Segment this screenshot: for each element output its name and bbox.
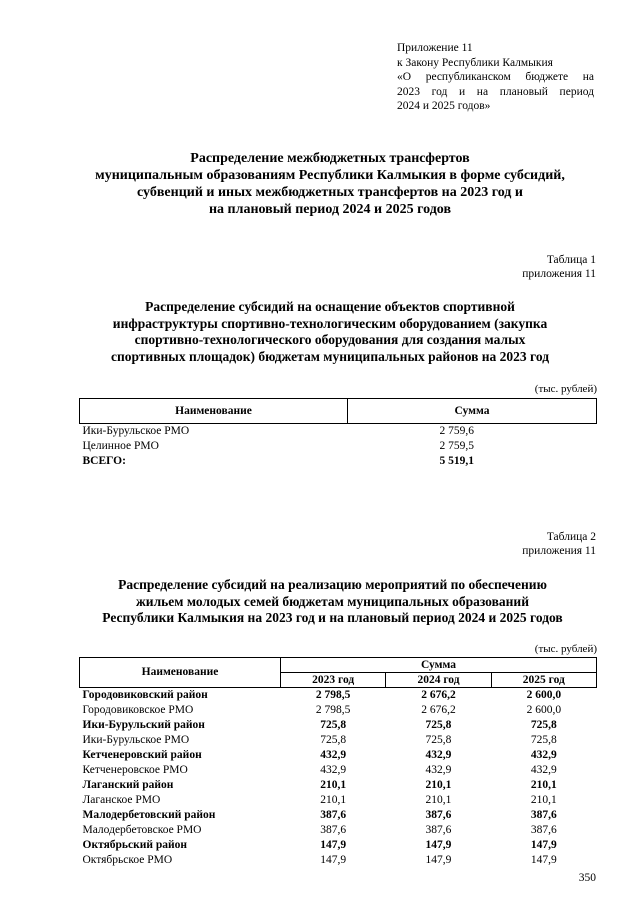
table-ref-line: Таблица 2 [546, 531, 596, 543]
value-2024: 147,9 [425, 854, 452, 866]
table-row-district [80, 688, 597, 704]
row-name: Лаганское РМО [82, 794, 161, 806]
row-name: Ики-Бурульское РМО [82, 425, 190, 437]
table-row-district [80, 838, 597, 853]
section-title-line: жильем молодых семей бюджетам муниципальных образований [136, 593, 529, 609]
table2-title [60, 577, 605, 627]
value-2023: 387,6 [320, 809, 347, 821]
row-name: Малодербетовское РМО [82, 824, 202, 836]
title-line: Распределение межбюджетных трансфертов [190, 151, 470, 166]
value-2025: 2 600,0 [526, 689, 562, 701]
table-row-district [80, 808, 597, 823]
column-header-2025: 2025 год [491, 673, 596, 688]
column-header-2024: 2024 год [386, 673, 491, 688]
section-title-line: спортивно-технологического оборудования для создания малых [134, 332, 526, 347]
row-name: Октябрьский район [82, 839, 188, 851]
document-title [60, 150, 600, 218]
value-2025: 210,1 [530, 794, 557, 806]
value-2024: 210,1 [425, 794, 452, 806]
row-value: 2 759,6 [439, 425, 474, 437]
column-header-2023: 2023 год [281, 673, 386, 688]
value-2023: 2 798,5 [315, 689, 351, 701]
column-header-name: Наименование [80, 658, 281, 688]
title-line: муниципальным образованиям Республики Калмыкия в форме субсидий, [95, 168, 565, 183]
section-title-line: спортивных площадок) бюджетам муниципальных районов на 2023 год [110, 348, 550, 364]
appendix-line: Приложение 11 [397, 42, 473, 54]
table-row [80, 424, 597, 440]
value-2024: 725,8 [425, 719, 452, 731]
value-2024: 387,6 [425, 824, 452, 836]
value-2023: 432,9 [320, 749, 347, 761]
column-header-sum: Сумма [348, 399, 597, 424]
value-2025: 725,8 [530, 734, 557, 746]
table-row-district [80, 748, 597, 763]
row-name: Октябрьское РМО [82, 854, 173, 866]
row-name: Кетченеровский район [82, 749, 202, 761]
table-row [80, 439, 597, 454]
appendix-line: 2024 и 2025 годов» [397, 100, 491, 112]
row-name: Целинное РМО [82, 440, 159, 452]
row-value: 2 759,5 [439, 440, 474, 452]
table-ref-line: приложения 11 [522, 268, 596, 280]
value-2023: 2 798,5 [315, 704, 351, 716]
row-name: Городовиковское РМО [82, 704, 194, 716]
value-2025: 147,9 [530, 854, 557, 866]
value-2025: 210,1 [530, 779, 557, 791]
page-number: 350 [578, 872, 596, 884]
section-title-line: Распределение субсидий на реализацию мероприятий по обеспечению [118, 577, 547, 592]
value-2023: 432,9 [320, 764, 347, 776]
row-name: ВСЕГО: [82, 455, 126, 467]
table-row [80, 703, 597, 718]
row-name: Ики-Бурульское РМО [82, 734, 190, 746]
value-2024: 725,8 [425, 734, 452, 746]
row-name: Лаганский район [82, 779, 174, 791]
table1-units: (тыс. рублей) [534, 383, 597, 395]
row-name: Кетченеровское РМО [82, 764, 188, 776]
table-ref-line: Таблица 1 [546, 254, 596, 266]
title-line: субвенций и иных межбюджетных трансфертов на 2023 год и [137, 185, 523, 200]
value-2023: 147,9 [320, 854, 347, 866]
table1 [79, 398, 597, 469]
value-2025: 387,6 [530, 824, 557, 836]
section-title-line: инфраструктуры спортивно-технологическим оборудованием (закупка [112, 315, 548, 331]
table2-reference [396, 530, 596, 558]
table-ref-line: приложения 11 [522, 545, 596, 557]
table-row [80, 853, 597, 868]
appendix-header [397, 41, 594, 114]
column-header-sum: Сумма [281, 658, 597, 673]
value-2024: 387,6 [425, 809, 452, 821]
value-2023: 725,8 [320, 734, 347, 746]
row-name: Городовиковский район [82, 689, 208, 701]
table-row-district [80, 778, 597, 793]
value-2025: 147,9 [530, 839, 557, 851]
table-row [80, 763, 597, 778]
appendix-line: 2023 год и на плановый период [397, 85, 594, 98]
table-row-district [80, 718, 597, 733]
value-2024: 210,1 [425, 779, 452, 791]
table-row [80, 823, 597, 838]
table-row-total [80, 454, 597, 469]
row-value: 5 519,1 [439, 455, 474, 467]
value-2023: 210,1 [320, 779, 347, 791]
table-row [80, 793, 597, 808]
table2 [79, 657, 597, 868]
row-name: Ики-Бурульский район [82, 719, 205, 731]
value-2025: 2 600,0 [526, 704, 562, 716]
appendix-line: к Закону Республики Калмыкия [397, 56, 553, 69]
table2-units: (тыс. рублей) [534, 643, 597, 655]
value-2024: 432,9 [425, 764, 452, 776]
value-2023: 387,6 [320, 824, 347, 836]
section-title-line: Республики Калмыкия на 2023 год и на плановый период 2024 и 2025 годов [102, 610, 563, 625]
section-title-line: Распределение субсидий на оснащение объектов спортивной [145, 299, 515, 314]
table-row [80, 733, 597, 748]
title-line: на плановый период 2024 и 2025 годов [208, 202, 452, 217]
value-2024: 2 676,2 [421, 689, 456, 701]
column-header-name: Наименование [80, 399, 348, 424]
value-2023: 210,1 [320, 794, 347, 806]
table1-reference [396, 253, 596, 281]
value-2025: 432,9 [530, 749, 557, 761]
value-2024: 147,9 [425, 839, 452, 851]
value-2024: 432,9 [425, 749, 452, 761]
value-2025: 387,6 [530, 809, 557, 821]
value-2024: 2 676,2 [421, 704, 456, 716]
value-2023: 147,9 [320, 839, 347, 851]
value-2025: 725,8 [530, 719, 557, 731]
appendix-line: «О республиканском бюджете на [397, 71, 594, 83]
value-2023: 725,8 [320, 719, 347, 731]
row-name: Малодербетовский район [82, 809, 216, 821]
value-2025: 432,9 [530, 764, 557, 776]
table1-title [70, 299, 590, 365]
